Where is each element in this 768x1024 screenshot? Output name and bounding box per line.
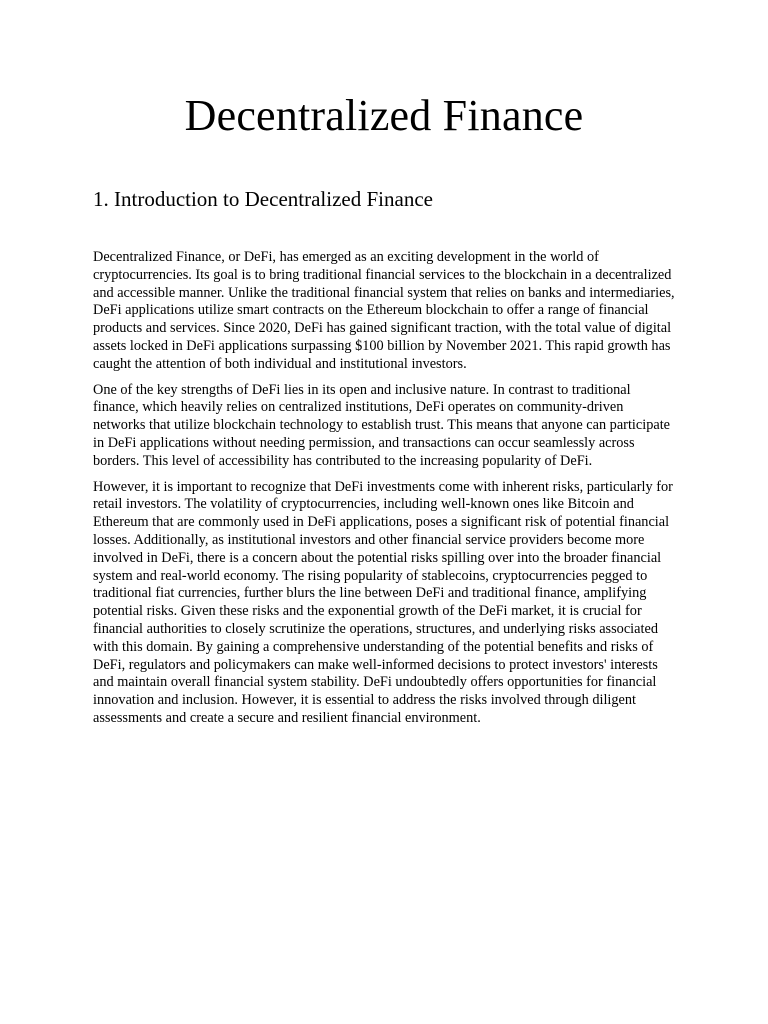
paragraph-2: One of the key strengths of DeFi lies in its open and inclusive nature. In contrast to traditional finance, which heavily relies on centralized institutions, DeFi operates on community-driven networks that utilize blockchain technology to establish trust. This means that anyone can participate in DeFi applications without needing permission, and transactions can occur seamlessly across borders. This level of accessibility has contributed to the increasing popularity of DeFi.	[93, 381, 671, 469]
document-title: Decentralized Finance	[184, 91, 584, 140]
body-text	[93, 249, 676, 736]
section-heading: 1. Introduction to Decentralized Finance	[93, 187, 433, 211]
paragraph-1: Decentralized Finance, or DeFi, has emerged as an exciting development in the world of cryptocurrencies. Its goal is to bring traditional financial services to the blockchain in a decentralized and accessible manner. Unlike the traditional financial system that relies on banks and intermediaries, DeFi applications utilize smart contracts on the Ethereum blockchain to offer a range of financial products and services. Since 2020, DeFi has gained significant traction, with the total value of digital assets locked in DeFi applications surpassing $100 billion by November 2021. This rapid growth has caught the attention of both individual and institutional investors.	[93, 249, 675, 372]
paragraph-3: However, it is important to recognize that DeFi investments come with inherent risks, particularly for retail investors. The volatility of cryptocurrencies, including well-known ones like Bitcoin and Ethereum that are commonly used in DeFi applications, poses a significant risk of potential financial losses. Additionally, as institutional investors and other financial service providers become more involved in DeFi, there is a concern about the potential risks spilling over into the broader financial system and real-world economy. The rising popularity of stablecoins, cryptocurrencies pegged to traditional fiat currencies, further blurs the line between DeFi and traditional finance, amplifying potential risks. Given these risks and the exponential growth of the DeFi market, it is crucial for financial authorities to closely scrutinize the operations, structures, and underlying risks associated with this domain. By gaining a comprehensive understanding of the potential benefits and risks of DeFi, regulators and policymakers can make well-informed decisions to protect investors' interests and maintain overall financial system stability. DeFi undoubtedly offers opportunities for financial innovation and inclusion. However, it is essential to address the risks involved through diligent assessments and create a secure and resilient financial environment.	[93, 478, 673, 726]
